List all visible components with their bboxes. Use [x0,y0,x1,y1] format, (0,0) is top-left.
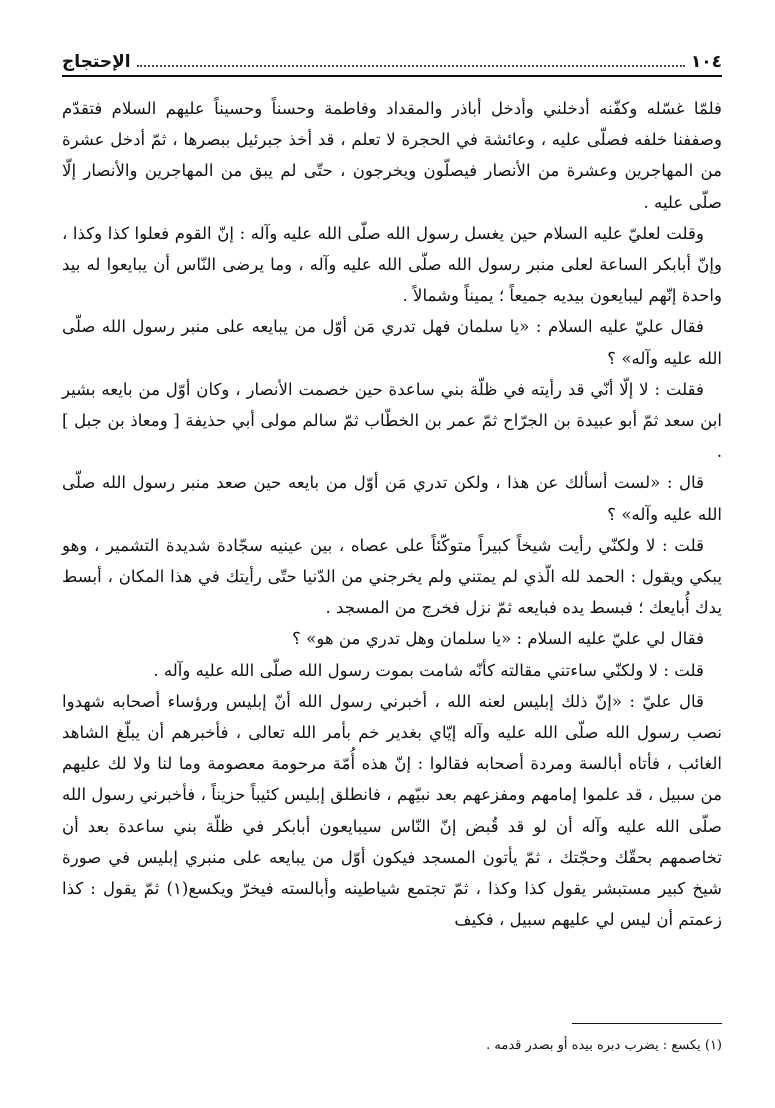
footnote: (١) يكسع : يضرب دبره بيده أو بصدر قدمه . [486,1038,722,1053]
paragraph: فلمّا غسّله وكفّنه أدخلني وأدخل أباذر والمقداد وفاطمة وحسناً وحسيناً عليهم السلام فتقدّم وصففنا خلفه فصلّى عليه ، وعائشة في الحجرة لا تعلم ، قد أخذ جبرئيل ببصرها ، ثمّ أدخل عشرة من المهاجرين وعشرة من الأنصار فيصلّون ويخرجون ، حتّى لم يبق من المهاجرين والأنصار إلّا صلّى عليه . [62,99,722,212]
paragraph: فقلت : لا إلّا أنّي قد رأيته في ظلّة بني ساعدة حين خصمت الأنصار ، وكان أوّل من بايعه بشير ابن سعد ثمّ أبو عبيدة بن الجرّاح ثمّ عمر بن الخطّاب ثمّ سالم مولى أبي حذيفة [ ومعاذ بن جبل ] . [62,379,722,462]
book-title: الإحتجاج [62,52,131,72]
page-number: ١٠٤ [690,52,722,72]
header-dot-leader [137,65,685,67]
paragraph: قال عليّ : «إنّ ذلك إبليس لعنه الله ، أخبرني رسول الله أنّ إبليس ورؤساء أصحابه شهدوا نصب رسول الله صلّى الله عليه وآله إيّاي بغدير خم بأمر الله تعالى ، فأخبرهم أن يبلّغ الشاهد الغائب ، فأتاه أبالسة ومردة أصحابه فقالوا : إنّ هذه أُمّة مرحومة معصومة وما لنا ولا لك عليهم من سبيل ، قد علموا إمامهم ومفزعهم بعد نبيّهم ، فانطلق إبليس كئيباً حزيناً ، فأخبرني رسول الله صلّى الله عليه وآله أن لو قد قُبض إنّ النّاس سيبايعون أبابكر في ظلّة بني ساعدة بعد أن تخاصمهم بحقّك وحجّتك ، ثمّ يأتون المسجد فيكون أوّل من يبايعه على منبري إبليس في صورة شيخ كبير مستبشر يقول كذا وكذا ، ثمّ تجتمع شياطينه وأبالسته فيخرّ ويكسع(١) ثمّ يقول : كذا زعمتم أن ليس لي عليهم سبيل ، فكيف [62,691,722,930]
paragraph: قلت : لا ولكنّي رأيت شيخاً كبيراً متوكّئاً على عصاه ، بين عينيه سجّادة شديدة التشمير ، وهو يبكي ويقول : الحمد لله الّذي لم يمتني ولم يخرجني من الدّنيا حتّى رأيتك في هذا المكان ، أبسط يدك أُبايعك ؛ فبسط يده فبايعه ثمّ نزل فخرج من المسجد . [62,535,722,618]
body-text [62,93,722,935]
document-page [62,38,722,1078]
paragraph: قلت : لا ولكنّي ساءتني مقالته كأنّه شامت بموت رسول الله صلّى الله عليه وآله . [153,660,704,680]
running-header [62,38,722,77]
footnote-separator [572,1023,722,1024]
paragraph: وقلت لعليّ عليه السلام حين يغسل رسول الله صلّى الله عليه وآله : إنّ القوم فعلوا كذا وكذا ، وإنّ أبابكر الساعة لعلى منبر رسول الله صلّى الله عليه وآله ، وما يرضى النّاس أن يبايعوا له بيد واحدة إنّهم ليبايعون بيديه جميعاً ؛ يميناً وشمالاً . [62,223,722,306]
paragraph: فقال عليّ عليه السلام : «يا سلمان فهل تدري مَن أوّل من يبايعه على منبر رسول الله صلّى الله عليه وآله» ؟ [62,317,722,368]
paragraph: قال : «لست أسألك عن هذا ، ولكن تدري مَن أوّل من بايعه حين صعد منبر رسول الله صلّى الله عليه وآله» ؟ [62,473,722,524]
paragraph: فقال لي عليّ عليه السلام : «يا سلمان وهل تدري من هو» ؟ [292,629,704,649]
